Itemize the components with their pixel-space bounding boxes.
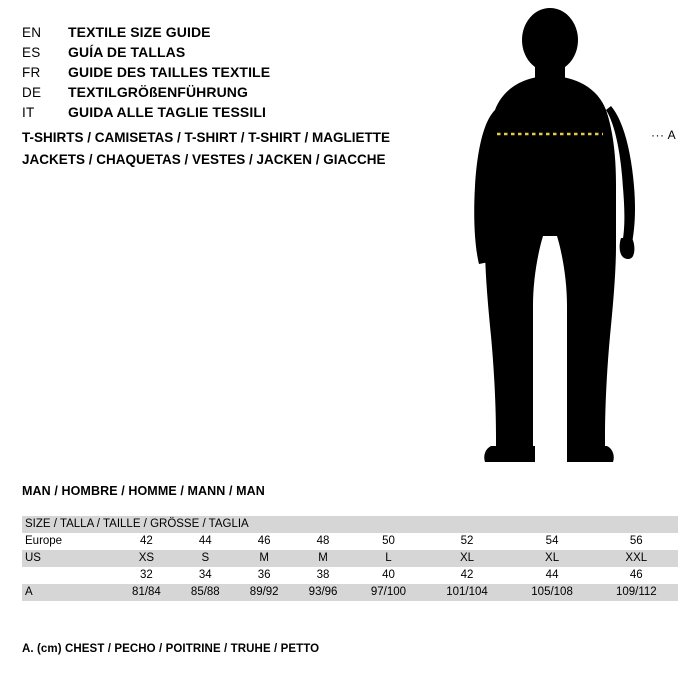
language-row [22, 82, 442, 102]
cell: 97/100 [353, 584, 425, 601]
cell: 85/88 [176, 584, 235, 601]
cell: L [353, 550, 425, 567]
cell: 46 [595, 567, 678, 584]
cell: 40 [353, 567, 425, 584]
cell: 36 [235, 567, 294, 584]
chest-measure-label [651, 128, 676, 142]
cell: 81/84 [117, 584, 176, 601]
language-title: GUÍA DE TALLAS [68, 44, 186, 60]
chest-footnote: A. (cm) CHEST / PECHO / POITRINE / TRUHE / PETTO [22, 643, 320, 655]
gender-section-title: MAN / HOMBRE / HOMME / MANN / MAN [22, 484, 265, 498]
measure-dash: ··· [651, 128, 665, 142]
cell: 48 [294, 533, 353, 550]
language-title: GUIDE DES TAILLES TEXTILE [68, 64, 271, 80]
cell: 109/112 [595, 584, 678, 601]
table-row [22, 550, 678, 567]
cell: XL [424, 550, 509, 567]
cell: 93/96 [294, 584, 353, 601]
cell: 54 [510, 533, 595, 550]
language-row [22, 102, 442, 122]
size-table [22, 516, 678, 601]
table-row [22, 584, 678, 601]
language-code: IT [22, 105, 35, 120]
row-label [22, 567, 117, 584]
row-label: A [22, 584, 117, 601]
language-row [22, 22, 442, 42]
size-table-wrap [22, 516, 678, 601]
cell: 34 [176, 567, 235, 584]
cell: 101/104 [424, 584, 509, 601]
language-title: TEXTILGRÖßENFÜHRUNG [68, 84, 249, 100]
cell: 52 [424, 533, 509, 550]
category-line-tshirts: T-SHIRTS / CAMISETAS / T-SHIRT / T-SHIRT / MAGLIETTE [22, 130, 391, 145]
cell: 105/108 [510, 584, 595, 601]
language-title: GUIDA ALLE TAGLIE TESSILI [68, 104, 266, 120]
table-row [22, 533, 678, 550]
man-silhouette-figure [455, 6, 690, 476]
cell: 44 [176, 533, 235, 550]
cell: XXL [595, 550, 678, 567]
language-header-block [22, 22, 442, 122]
language-code: EN [22, 25, 42, 40]
cell: XL [510, 550, 595, 567]
language-row [22, 42, 442, 62]
measure-letter: A [667, 128, 677, 142]
cell: M [235, 550, 294, 567]
row-label: Europe [22, 533, 117, 550]
cell: 89/92 [235, 584, 294, 601]
row-label: US [22, 550, 117, 567]
cell: 32 [117, 567, 176, 584]
category-block [22, 127, 482, 171]
table-row [22, 567, 678, 584]
category-line-jackets: JACKETS / CHAQUETAS / VESTES / JACKEN / GIACCHE [22, 152, 386, 167]
cell: 46 [235, 533, 294, 550]
cell: S [176, 550, 235, 567]
cell: XS [117, 550, 176, 567]
cell: M [294, 550, 353, 567]
language-code: FR [22, 65, 41, 80]
language-code: ES [22, 45, 41, 60]
cell: 44 [510, 567, 595, 584]
language-code: DE [22, 85, 42, 100]
silhouette-svg-main [455, 6, 690, 476]
table-header-label: SIZE / TALLA / TAILLE / GRÖSSE / TAGLIA [22, 516, 678, 533]
cell: 42 [117, 533, 176, 550]
cell: 38 [294, 567, 353, 584]
cell: 42 [424, 567, 509, 584]
language-title: TEXTILE SIZE GUIDE [68, 24, 211, 40]
cell: 50 [353, 533, 425, 550]
cell: 56 [595, 533, 678, 550]
table-header-row [22, 516, 678, 533]
language-row [22, 62, 442, 82]
